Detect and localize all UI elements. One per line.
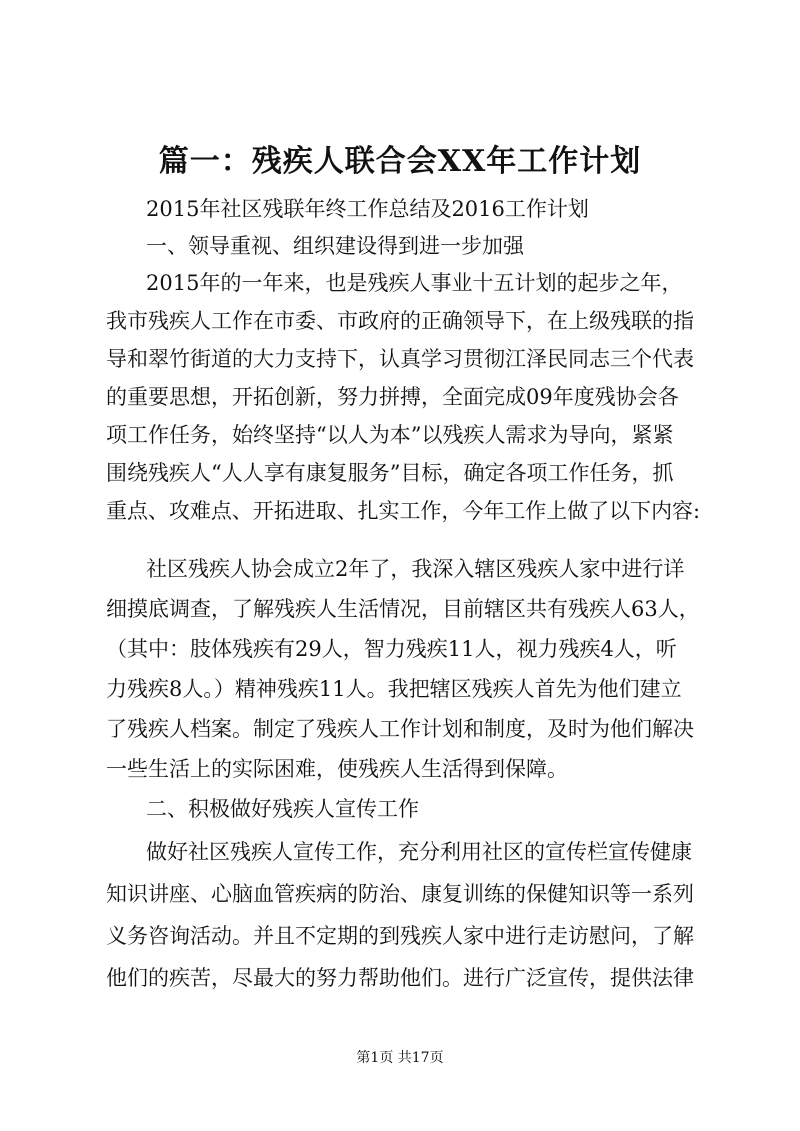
paragraph-line: 重点、攻难点、开拓进取、扎实工作，今年工作上做了以下内容: [106, 499, 701, 523]
paragraph-line: 做好社区残疾人宣传工作，充分利用社区的宣传栏宣传健康 [146, 840, 692, 864]
paragraph-line: 围绕残疾人“人人享有康复服务”目标，确定各项工作任务，抓 [106, 461, 674, 485]
paragraph-line: （其中：肢体残疾有29人，智力残疾11人，视力残疾4人，听 [106, 637, 677, 661]
paragraph-line: 2015年社区残联年终工作总结及2016工作计划 [146, 197, 589, 221]
paragraph-line: 细摸底调查，了解残疾人生活情况，目前辖区共有残疾人63人， [106, 597, 700, 621]
section-heading: 二、积极做好残疾人宣传工作 [146, 797, 419, 821]
page-number-footer: 第1页 共17页 [356, 1050, 444, 1066]
paragraph-line: 导和翠竹街道的大力支持下，认真学习贯彻江泽民同志三个代表 [106, 347, 694, 371]
paragraph-line: 2015年的一年来，也是残疾人事业十五计划的起步之年， [146, 271, 683, 295]
paragraph-line: 社区残疾人协会成立2年了，我深入辖区残疾人家中进行详 [146, 557, 685, 581]
paragraph-line: 了残疾人档案。制定了残疾人工作计划和制度，及时为他们解决 [106, 717, 694, 741]
paragraph-line: 我市残疾人工作在市委、市政府的正确领导下，在上级残联的指 [106, 309, 694, 333]
paragraph-line: 力残疾8人。）精神残疾11人。我把辖区残疾人首先为他们建立 [106, 677, 682, 701]
paragraph-line: 的重要思想，开拓创新，努力拼搏，全面完成09年度残协会各 [106, 385, 679, 409]
paragraph-line: 他们的疾苦，尽最大的努力帮助他们。进行广泛宣传，提供法律 [106, 966, 694, 990]
document-title: 篇一：残疾人联合会XX年工作计划 [158, 144, 642, 179]
paragraph-line: 一些生活上的实际困难，使残疾人生活得到保障。 [106, 757, 568, 781]
section-heading: 一、领导重视、组织建设得到进一步加强 [146, 234, 524, 258]
paragraph-line: 知识讲座、心脑血管疾病的防治、康复训练的保健知识等一系列 [106, 882, 694, 906]
paragraph-line: 义务咨询活动。并且不定期的到残疾人家中进行走访慰问，了解 [106, 924, 694, 948]
paragraph-line: 项工作任务，始终坚持“以人为本”以残疾人需求为导向，紧紧 [106, 423, 674, 447]
